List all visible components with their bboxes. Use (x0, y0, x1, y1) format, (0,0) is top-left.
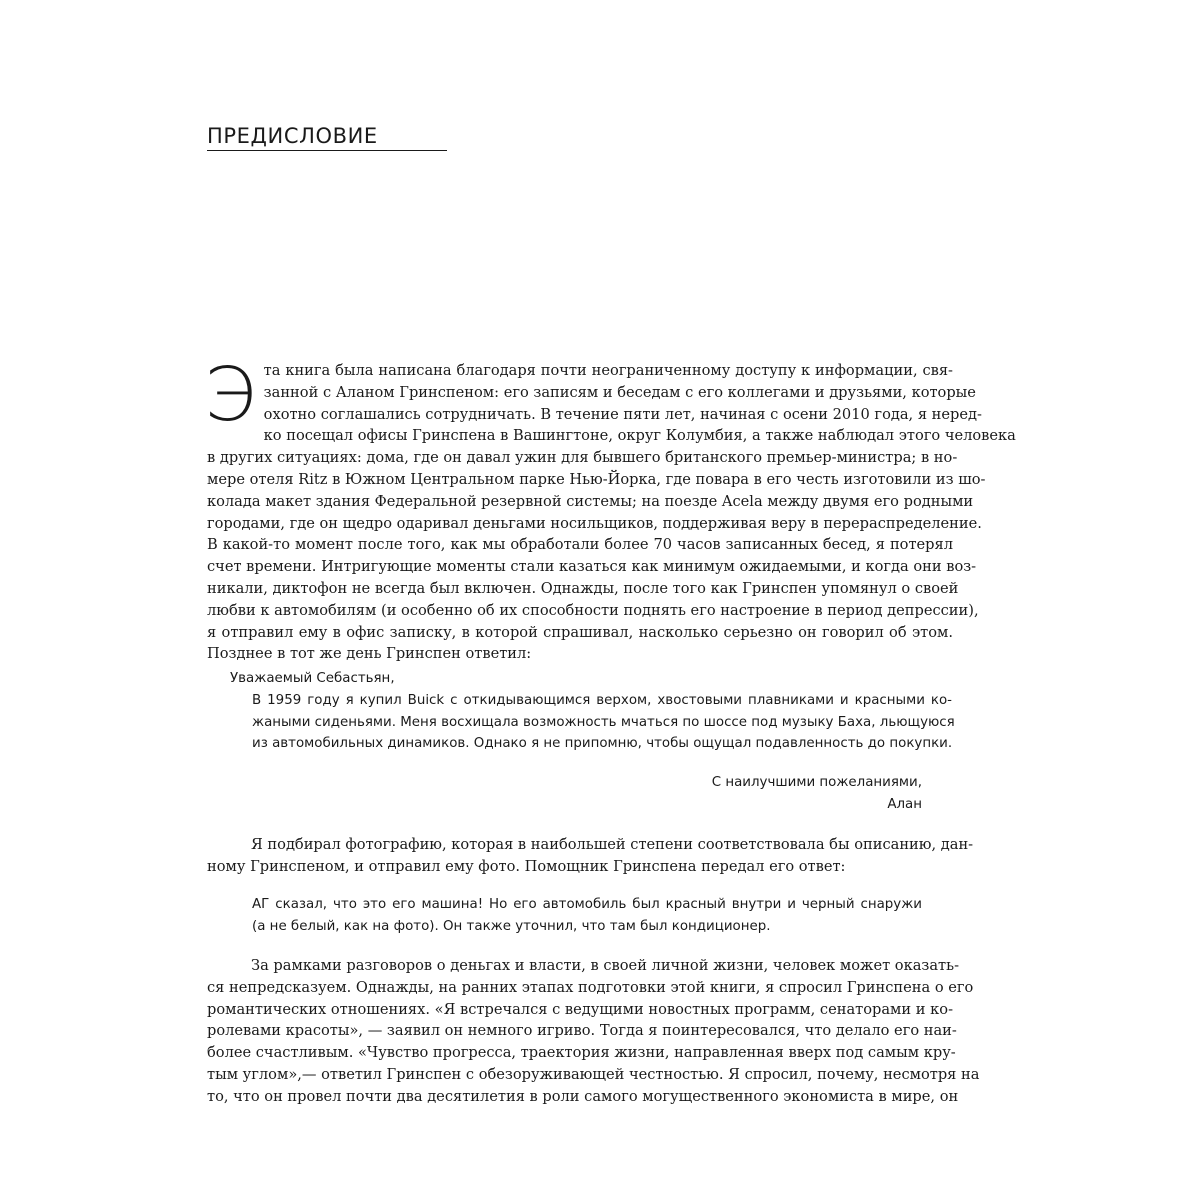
intro-line: В какой-то момент после того, как мы обработали более 70 часов записанных бесед, я потерял (207, 536, 953, 554)
letter-closing: С наилучшими пожеланиями, (711, 775, 922, 790)
intro-line: та книга была написана благодаря почти неограниченному доступу к информации, свя- (263, 362, 953, 379)
intro-line: охотно соглашались сотрудничать. В течение пяти лет, начиная с осени 2010 года, я неред- (263, 405, 982, 423)
para-line: то, что он провел почти два десятилетия в роли самого могущественного экономиста в мире, он (207, 1087, 959, 1105)
intro-line: занной с Аланом Гринспеном: его записям и беседам с его коллегами и друзьями, которые (263, 383, 976, 401)
letter-line: В 1959 году я купил Buick с откидывающимся верхом, хвостовыми плавниками и красными ко- (252, 692, 952, 708)
intro-line: ко посещал офисы Гринспена в Вашингтоне, округ Колумбия, а также наблюдал этого человека (263, 427, 1016, 445)
letter-greeting: Уважаемый Себастьян, (230, 671, 395, 686)
intro-line: счет времени. Интригующие моменты стали казаться как минимум ожидаемыми, и когда они воз- (207, 558, 977, 576)
letter-signature: Алан (887, 796, 922, 812)
assistant-quote (252, 894, 922, 938)
intro-line: мере отеля Ritz в Южном Центральном парке Нью-Йорка, где повара в его честь изготовили из шо- (207, 470, 986, 488)
intro-line: Позднее в тот же день Гринспен ответил: (207, 645, 532, 663)
para-line: ролевами красоты», — заявил он немного игриво. Тогда я поинтересовался, что делало его наи- (207, 1022, 957, 1040)
body-paragraph-2 (207, 834, 974, 878)
intro-line: в других ситуациях: дома, где он давал ужин для бывшего британского премьер-министра; в но- (207, 449, 958, 467)
body-paragraph-3 (207, 955, 980, 1108)
para-line: тым углом»,— ответил Гринспен с обезоруживающей честностью. Я спросил, почему, несмотря на (207, 1065, 980, 1083)
letter-line: из автомобильных динамиков. Однако я не припомню, чтобы ощущал подавленность до покупки. (252, 736, 953, 752)
para-line: романтических отношениях. «Я встречался с ведущими новостных программ, сенаторами и ко- (207, 1000, 953, 1018)
chapter-title: ПРЕДИСЛОВИЕ (207, 124, 378, 148)
quote-line: АГ сказал, что это его машина! Но его автомобиль был красный внутри и черный снаружи (252, 897, 922, 912)
intro-paragraph (204, 352, 1016, 665)
letter-body (230, 690, 955, 755)
heading-underline (207, 150, 447, 151)
intro-line: никали, диктофон не всегда был включен. Однажды, после того как Гринспен упомянул о своей (207, 579, 959, 597)
para-line: ся непредсказуем. Однажды, на ранних этапах подготовки этой книги, я спросил Гринспена о его (207, 978, 974, 996)
intro-line: любви к автомобилям (и особенно об их способности поднять его настроение в период депрессии), (207, 601, 979, 619)
para-line: более счастливым. «Чувство прогресса, траектория жизни, направленная вверх под самым кру- (207, 1044, 956, 1062)
para-line: Я подбирал фотографию, которая в наибольшей степени соответствовала бы описанию, дан- (251, 836, 974, 853)
intro-line: колада макет здания Федеральной резервной системы; на поезде Acela между двумя его родными (207, 492, 974, 510)
chapter-heading (207, 122, 447, 151)
letter-line: жаными сиденьями. Меня восхищала возможность мчаться по шоссе под музыку Баха, льющуюся (252, 714, 955, 730)
para-line: За рамками разговоров о деньгах и власти, в своей личной жизни, человек может оказать- (251, 957, 960, 974)
quote-line: (а не белый, как на фото). Он также уточнил, что там был кондиционер. (252, 918, 771, 934)
intro-line: я отправил ему в офис записку, в которой спрашивал, насколько серьезно он говорил об этом. (207, 623, 953, 641)
letter-signoff (700, 772, 922, 816)
intro-line: городами, где он щедро одаривал деньгами носильщиков, поддерживая веру в перераспределение. (207, 514, 982, 532)
drop-cap: Э (204, 352, 256, 438)
para-line: ному Гринспеном, и отправил ему фото. Помощник Гринспена передал его ответ: (207, 857, 846, 875)
letter-quote (230, 668, 955, 755)
